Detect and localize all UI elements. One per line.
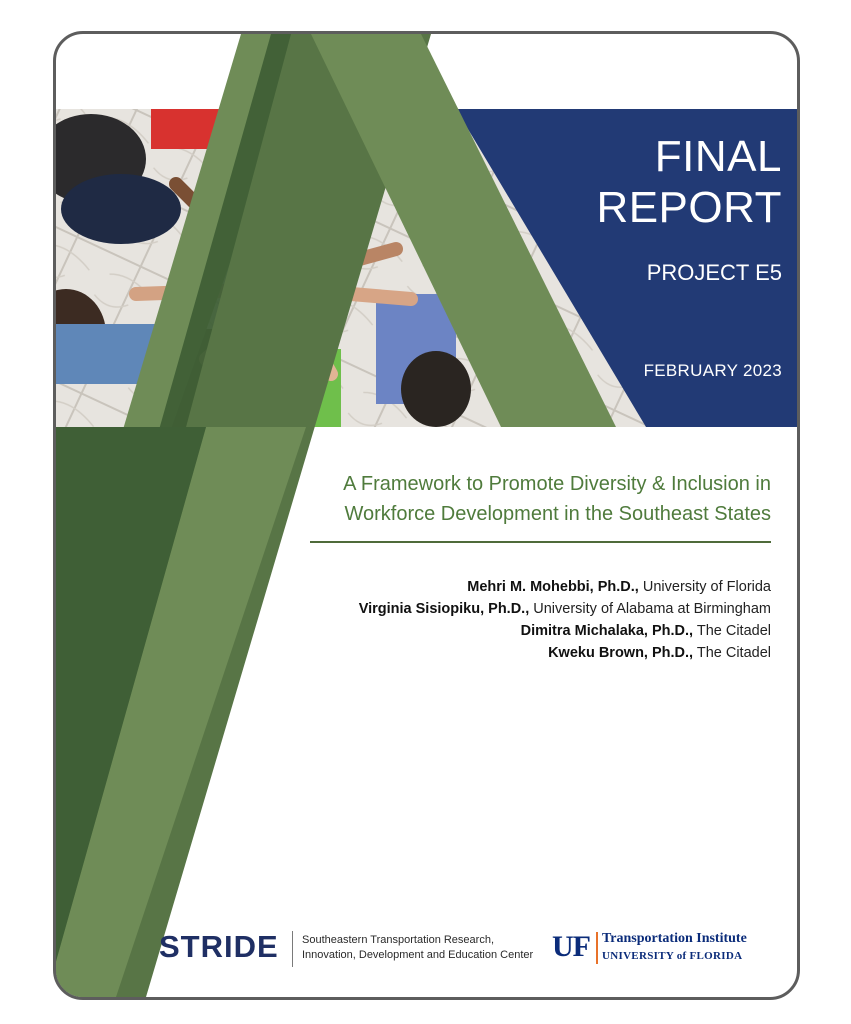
report-date: FEBRUARY 2023 [643,361,782,380]
author-row [359,576,771,598]
author-name: Kweku Brown, Ph.D., [548,645,694,661]
stride-description-line-2: Innovation, Development and Education Center [302,949,534,961]
author-row [359,620,771,642]
heading-line-2: REPORT [596,183,782,232]
report-cover [53,31,800,1000]
stride-description-line-1: Southeastern Transportation Research, [302,934,495,946]
university-name: UNIVERSITY of FLORIDA [602,950,743,962]
title-divider [310,541,771,543]
author-list [359,576,771,664]
heading-line-1: FINAL [654,132,782,181]
project-label: PROJECT E5 [646,260,782,285]
author-name: Virginia Sisiopiku, Ph.D., [358,601,530,617]
author-affiliation: The Citadel [693,623,771,639]
author-name: Dimitra Michalaka, Ph.D., [520,623,694,639]
uf-transportation-institute [602,930,747,964]
report-title-line-2: Workforce Development in the Southeast States [344,503,771,525]
uf-logo-divider [596,932,598,964]
footer-divider [292,931,293,967]
report-title-line-1: A Framework to Promote Diversity & Inclusion in [343,473,771,495]
uf-logo: UF [552,930,590,963]
institute-name: Transportation Institute [602,931,747,946]
stride-logo: STRIDE [159,929,279,964]
author-affiliation: University of Alabama at Birmingham [529,601,771,617]
report-title [291,469,771,529]
author-row [359,642,771,664]
author-affiliation: University of Florida [638,579,771,595]
final-report-heading [596,131,782,233]
author-affiliation: The Citadel [693,645,771,661]
stride-description [302,933,533,963]
author-row [359,598,771,620]
author-name: Mehri M. Mohebbi, Ph.D., [467,579,639,595]
